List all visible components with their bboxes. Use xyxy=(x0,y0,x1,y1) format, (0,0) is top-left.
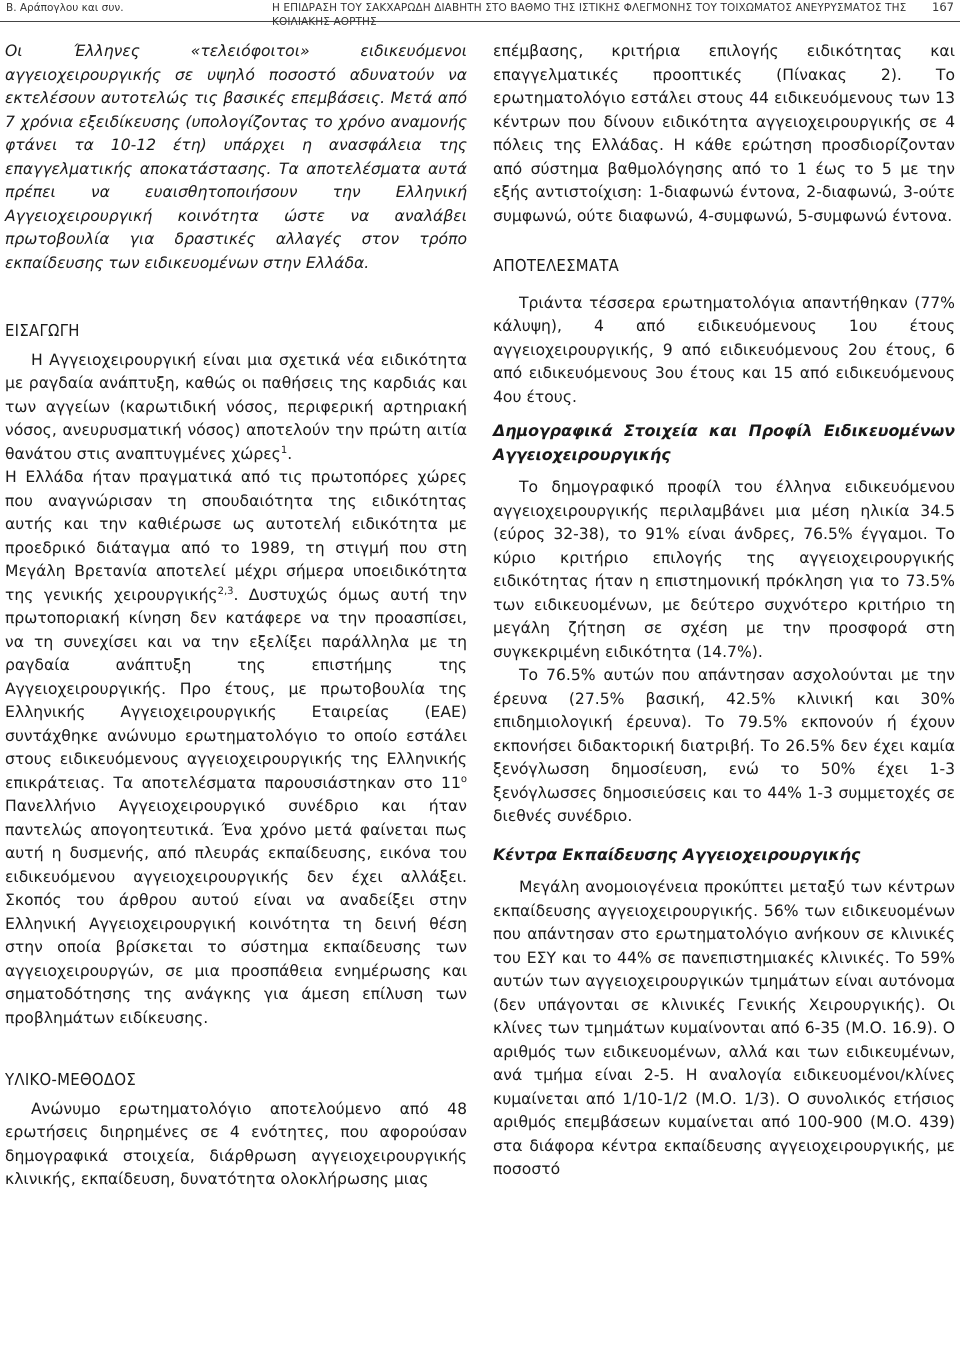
left-column xyxy=(5,40,467,1192)
citation-1: 1 xyxy=(280,444,288,456)
header-authors: Β. Αράπογλου και συν. xyxy=(6,2,124,14)
methods-paragraph-continued: επέμβασης, κριτήρια επιλογής ειδικότητας και επαγγελματικές προοπτικές (Πίνακας 2). Το ερωτηματολόγιο εστάλει στους 44 ειδικευόμενους των 13 κέντρων που δίνουν ειδικότητα αγγειοχειρουργικής σε 4 πόλεις της Ελλάδας. Η κάθε ερώτηση προσδιορίζονταν από σύστημα βαθμολόγησης από το 1 έως το 5 με την εξής αντιστοίχιση: 1-διαφωνώ έντονα, 2-διαφωνώ, 3-ούτε συμφωνώ, ούτε διαφωνώ, 4-συμφωνώ, 5-συμφωνώ έντονα. xyxy=(493,42,955,225)
training-centers-subheading: Κέντρα Εκπαίδευσης Αγγειοχειρουργικής xyxy=(493,844,861,864)
demographics-paragraph-1: Το δημογραφικό προφίλ του έλληνα ειδικευόμενου αγγειοχειρουργικής περιλαμβάνει μια μέση ηλικία 34.5 (εύρος 32-38), το 91% είναι άνδρες, 76.5% έγγαμοι. Το κύριο κριτήριο επιλογής της αγγειοχειρουργικής ειδικότητας ήταν η επιστημονική πρόκληση για το 73.5% των ειδικευομένων, με δεύτερο συχνότερο κριτήριο τη μεγάλη ζήτηση σε σχέση με την προσφορά στη συγκεκριμένη ειδικότητα (14.7%). xyxy=(493,478,955,661)
citation-2-3: 2,3 xyxy=(217,585,234,597)
header-article-title: Η ΕΠΙΔΡΑΣΗ ΤΟΥ ΣΑΚΧΑΡΩΔΗ ΔΙΑΒΗΤΗ ΣΤΟ ΒΑΘΜΟ ΤΗΣ ΙΣΤΙΚΗΣ ΦΛΕΓΜΟΝΗΣ ΤΟΥ ΤΟΙΧΩΜΑΤΟΣ ΑΝΕΥΡΥΣΜΑΤΟΣ ΤΗΣ ΚΟΙΛΙΑΚΗΣ ΑΟΡΤΗΣ xyxy=(272,2,907,28)
intro-p2c-text: Πανελλήνιο Αγγειοχειρουργικό συνέδριο και ήταν παντελώς απογοητευτικά. Ένα χρόνο μετά φαίνεται πως αυτή η δυσμενής, από πλευράς εκπαίδευσης, εικόνα του ειδικευόμενου αγγειοχειρουργικής δεν έχει αλλάξει. Σκοπός του άρθρου αυτού είναι να αναδείξει στην Ελληνική Αγγειοχειρουργική κοινότητα τη δεινή θέση στην οποία βρίσκεται το σύστημα εκπαίδευσης των αγγειοχειρουργών, σε μια προσπάθεια ενημέρωσης και σηματοδότησης της ανάγκης για άμεση επίλυση των προβλημάτων ειδίκευσης. xyxy=(5,797,467,1027)
methods-paragraph-1: Ανώνυμο ερωτηματολόγιο αποτελούμενο από 48 ερωτήσεις διηρημένες σε 4 ενότητες, που αφορούσαν δημογραφικά στοιχεία, διάρθρωση αγγειοχειρουργικής κλινικής, εκπαίδευση, δυνατότητα ολοκλήρωσης μιας xyxy=(5,1099,467,1188)
introduction-heading: ΕΙΣΑΓΩΓΗ xyxy=(5,321,80,340)
intro-p2b-text: . Δυστυχώς όμως αυτή την πρωτοποριακή κίνηση δεν κατάφερε να την προασπίσει, να τη συνεχίσει και να την εξελίξει παράλληλα με τη ραγδαία ανάπτυξη της επιστήμης της Αγγειοχειρουργικής. Προ έτους, με πρωτοβουλία της Ελληνικής Αγγειοχειρουργικής Εταιρείας (ΕΑΕ) συντάχθηκε ανώνυμο ερωτηματολόγιο το οποίο εστάλει στους ειδικευόμενους αγγειοχειρουργικής της Ελληνικής επικράτειας. Τα αποτελέσματα παρουσιάστηκαν στο 11 xyxy=(5,585,468,792)
intro-p1-text: Η Αγγειοχειρουργική είναι μια σχετικά νέα ειδικότητα με ραγδαία ανάπτυξη, καθώς οι παθήσεις της καρδιάς και των αγγείων (καρωτιδική νόσος, περιφερική αρτηριακή νόσος, ανευρυσματική νόσος) αποτελούν την πρώτη αιτία θανάτου στις αναπτυγμένες χώρες xyxy=(5,350,467,463)
ordinal-superscript: ο xyxy=(460,773,467,785)
introduction-paragraph-1 xyxy=(5,349,467,467)
intro-p2a-text: Η Ελλάδα ήταν πραγματικά από τις πρωτοπόρες χώρες που αναγνώρισαν τη σπουδαιότητα της ειδικότητας αυτής και την καθιέρωσε ως αυτοτελή ειδικότητα με προεδρικό διάταγμα από το 1989, τη στιγμή που στη Μεγάλη Βρετανία αποτελεί μέχρι σήμερα υποειδικότητα της γενικής χειρουργικής xyxy=(5,468,467,604)
results-paragraph-1: Τριάντα τέσσερα ερωτηματολόγια απαντήθηκαν (77% κάλυψη), 4 από ειδικευόμενους 1ου έτους αγγειοχειρουργικής, 9 από ειδικευόμενους 2ου έτους, 6 από ειδικευόμενους 3ου έτους και 15 από ειδικευόμενους 4ου έτους. xyxy=(493,293,955,406)
demographics-subheading: Δημογραφικά Στοιχεία και Προφίλ Ειδικευομένων Αγγειοχειρουργικής xyxy=(493,421,955,464)
right-column xyxy=(493,40,955,1182)
intro-p1-end: . xyxy=(287,444,293,463)
page-number: 167 xyxy=(932,0,954,14)
running-header xyxy=(0,0,960,28)
training-centers-paragraph-1: Μεγάλη ανομοιογένεια προκύπτει μεταξύ των κέντρων εκπαίδευσης αγγειοχειρουργικής. 56% των ειδικευομένων που απάντησαν στο ερωτηματολόγιο ανήκουν σε κλινικές του ΕΣΥ και το 44% σε πανεπιστημιακές κλινικές. Το 59% αυτών των αγγειοχειρουργικών τμημάτων είναι αυτόνομα (δεν υπάγονται σε κλινικές Γενικής Χειρουργικής). Οι κλίνες των τμημάτων κυμαίνονται από 6-35 (Μ.Ο. 16.9). Ο αριθμός των ειδικευομένων, αλλά και των ειδικευμένων, ανά τμήμα είναι 2-5. Η αναλογία ειδικευομένοι/κλίνες κυμαίνεται από 1/10-1/2 (Μ.Ο. 1/3). Ο συνολικός ετήσιος αριθμός επεμβάσεων κυμαίνεται από 100-900 (Μ.Ο. 439) στα διάφορα κέντρα εκπαίδευσης αγγειοχειρουργικής, με ποσοστό xyxy=(493,878,955,1178)
abstract-conclusion: Οι Έλληνες «τελειόφοιτοι» ειδικευόμενοι αγγειοχειρουργικής σε υψηλό ποσοστό αδυνατούν να εκτελέσουν αυτοτελώς τις βασικές επεμβάσεις. Μετά από 7 χρόνια εξειδίκευσης (υπολογίζοντας το χρόνο αναμονής φτάνει τα 10-12 έτη) υπάρχει η ανασφάλεια της επαγγελματικής αποκατάστασης. Τα αποτελέσματα αυτά πρέπει να ευαισθητοποιήσουν την Ελληνική Αγγειοχειρουργική κοινότητα ώστε να αναλάβει πρωτοβουλία για δραστικές αλλαγές στον τρόπο εκπαίδευσης των ειδικευομένων στην Ελλάδα. xyxy=(5,42,467,272)
methods-heading: ΥΛΙΚΟ-ΜΕΘΟΔΟΣ xyxy=(5,1070,137,1089)
results-heading: ΑΠΟΤΕΛΕΣΜΑΤΑ xyxy=(493,256,620,275)
demographics-paragraph-2: Το 76.5% αυτών που απάντησαν ασχολούνται με την έρευνα (27.5% βασική, 42.5% κλινική και 30% επιδημιολογική έρευνα). Το 79.5% εκπονούν ή έχουν εκπονήσει διδακτορική διατριβή. Το 26.5% δεν έχει καμία ξενόγλωσση δημοσίευση, ενώ το 50% έχει 1-3 ξενόγλωσσες δημοσιεύσεις και το 44% 1-3 συμμετοχές σε διεθνές συνέδριο. xyxy=(493,666,955,825)
introduction-paragraph-2 xyxy=(5,466,467,1030)
